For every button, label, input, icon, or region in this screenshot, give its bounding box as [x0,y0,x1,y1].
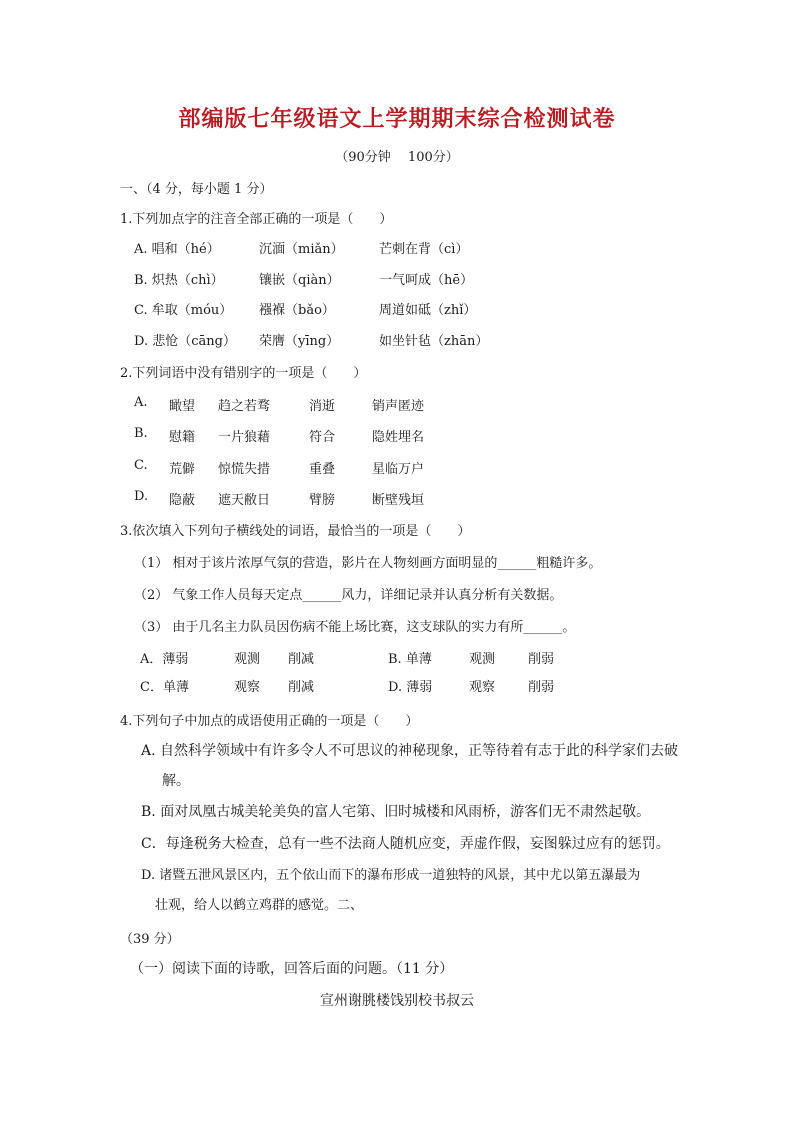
section-one-heading: 一、（4 分，每小题 1 分） [120,182,273,197]
q3-option-d-word3: 削弱 [528,680,555,695]
q2-option-a-word4: 销声匿迹 [372,399,425,414]
section-two-score: （39 分） [120,932,180,947]
question-4-stem: 4.下列句子中加点的成语使用正确的一项是（ ） [120,714,419,729]
q3-sentence-2: （2） 气象工作人员每天定点______风力，详细记录并认真分析有关数据。 [134,588,563,603]
q3-option-a-word2: 观测 [234,652,261,667]
q2-option-a-letter: A. [134,395,148,410]
q2-option-a-word1: 瞰望 [169,399,196,414]
question-1-stem: 1.下列加点字的注音全部正确的一项是（ ） [120,212,393,227]
q4-option-a-line2: 解。 [162,773,190,789]
q1-option-c-word3: 周道如砥（zhǐ） [379,303,477,318]
q3-option-a-word1: A．薄弱 [140,652,189,667]
q1-option-c-word1: C. 牟取（móu） [134,303,233,318]
question-2-stem: 2.下列词语中没有错别字的一项是（ ） [120,366,367,381]
q2-option-c-word1: 荒僻 [169,462,196,477]
q3-option-b-word3: 削弱 [528,652,555,667]
poem-title: 宣州谢朓楼饯别校书叔云 [320,993,474,1009]
q3-sentence-1: （1） 相对于该片浓厚气氛的营造，影片在人物刻画方面明显的______粗糙许多。 [134,556,602,571]
q4-option-d-line2: 壮观，给人以鹤立鸡群的感觉。二、 [155,898,364,913]
q4-option-c: C．每逢税务大检查，总有一些不法商人随机应变，弄虚作假，妄图躲过应有的惩罚。 [141,836,670,852]
q2-option-b-word3: 符合 [309,430,336,445]
q3-option-d-word2: 观察 [469,680,496,695]
q2-option-d-word2: 遮天敝日 [218,493,271,508]
q1-option-a-word1: A. 唱和（hé） [134,242,220,257]
q2-option-b-word1: 慰籍 [169,430,196,445]
q3-option-c-word2: 观察 [234,680,261,695]
q3-option-a-word3: 削减 [288,652,315,667]
q1-option-b-word3: 一气呵成（hē） [379,273,474,288]
q2-option-b-word2: 一片狼藉 [218,430,271,445]
q1-option-b-word1: B. 炽热（chì） [134,273,224,288]
q1-option-d-word3: 如坐针毡（zhān） [379,334,489,349]
q2-option-c-word3: 重叠 [309,462,336,477]
q3-option-c-word3: 削减 [288,680,315,695]
q2-option-c-letter: C. [134,458,148,473]
q2-option-b-letter: B. [134,426,148,441]
q2-option-a-word2: 趋之若骛 [218,399,271,414]
q2-option-b-word4: 隐姓埋名 [372,430,425,445]
question-3-stem: 3.依次填入下列句子横线处的词语，最恰当的一项是（ ） [120,524,471,539]
q2-option-d-word3: 臂膀 [309,493,336,508]
exam-duration-score: （90分钟 100分） [335,150,459,165]
q1-option-d-word1: D. 悲怆（cāng） [134,334,236,349]
q2-option-d-word4: 断壁残垣 [372,493,425,508]
q3-option-b-word2: 观测 [469,652,496,667]
q1-option-d-word2: 荣膺（yīng） [259,334,340,349]
q3-option-b-word1: B. 单薄 [388,652,432,667]
exam-title: 部编版七年级语文上学期期末综合检测试卷 [178,107,616,132]
q1-option-a-word2: 沉湎（miǎn） [259,242,344,257]
q4-option-a-line1: A. 自然科学领域中有许多令人不可思议的神秘现象，正等待着有志于此的科学家们去破 [141,743,679,759]
q2-option-d-letter: D. [134,489,149,504]
q2-option-a-word3: 消逝 [309,399,336,414]
q3-option-d-word1: D. 薄弱 [388,680,433,695]
q1-option-b-word2: 镶嵌（qiàn） [259,273,340,288]
q2-option-d-word1: 隐蔽 [169,493,196,508]
q3-sentence-3: （3） 由于几名主力队员因伤病不能上场比赛，这支球队的实力有所______。 [134,620,576,635]
reading-part-one-heading: （一）阅读下面的诗歌，回答后面的问题。（11 分） [130,961,454,977]
q1-option-c-word2: 襁褓（bǎo） [259,303,335,318]
q4-option-d-line1: D. 诸暨五泄风景区内，五个依山而下的瀑布形成一道独特的风景，其中尤以第五瀑最为 [141,868,641,883]
q3-option-c-word1: C．单薄 [140,680,189,695]
q1-option-a-word3: 芒刺在背（cì） [379,242,469,257]
q2-option-c-word4: 星临万户 [372,462,425,477]
q4-option-b: B. 面对凤凰古城美轮美奂的富人宅第、旧时城楼和风雨桥，游客们无不肃然起敬。 [141,804,651,820]
q2-option-c-word2: 惊慌失措 [218,462,271,477]
